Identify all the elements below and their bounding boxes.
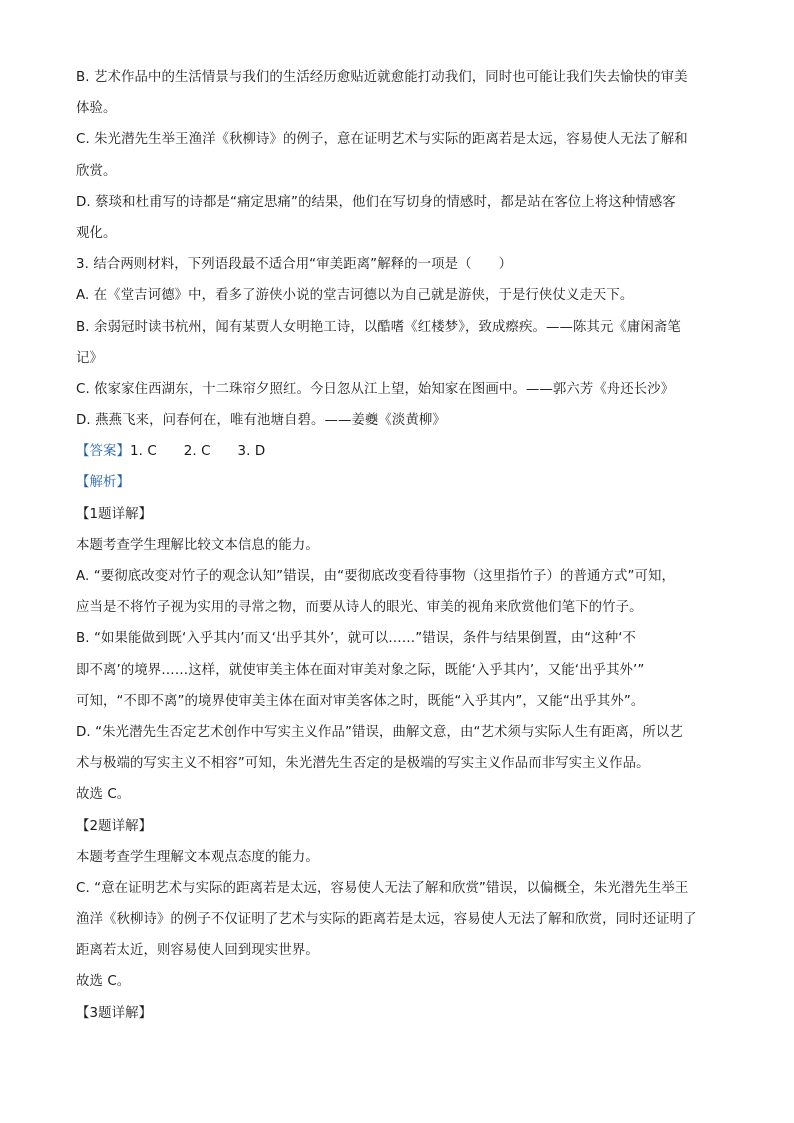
q2-line: 渔洋《秋柳诗》的例子不仅证明了艺术与实际的距离若是太远，容易使人无法了解和欣赏，同时还证明了 — [76, 912, 697, 928]
option-c-line-2: 欣赏。 — [76, 163, 117, 179]
q1-line: B. “如果能做到既‘入乎其内’而又‘出乎其外’，就可以……”错误，条件与结果倒置，由“这种‘不 — [76, 631, 637, 647]
analysis-bracket-close: 】 — [116, 475, 130, 491]
q3-option-b-line-1: B. 余弱冠时读书杭州，闻有某贾人女明艳工诗，以酷嗜《红楼梦》，致成瘵疾。——陈其元《庸闲斋笔 — [76, 319, 681, 335]
analysis-label: 解析 — [89, 475, 117, 491]
option-b-line-2: 体验。 — [76, 101, 117, 117]
q1-line: 即不离’的境界……这样，就使审美主体在面对审美对象之际，既能‘入乎其内’，又能‘出乎其外’” — [76, 662, 645, 678]
q3-option-c: C. 侬家家住西湖东，十二珠帘夕照红。今日忽从江上望，始知家在图画中。——郭六芳《舟还长沙》 — [76, 381, 675, 397]
answer-line — [76, 436, 718, 467]
analysis-bracket-open: 【 — [76, 475, 90, 491]
q2-line: C. “意在证明艺术与实际的距离若是太远，容易使人无法了解和欣赏”错误，以偏概全，朱光潜先生举王 — [76, 880, 689, 896]
option-d-line-2: 观化。 — [76, 225, 117, 241]
q1-line: 应当是不将竹子视为实用的寻常之物，而要从诗人的眼光、审美的视角来欣赏他们笔下的竹子。 — [76, 600, 643, 616]
q3-option-a: A. 在《堂吉诃德》中，看多了游侠小说的堂吉诃德以为自己就是游侠，于是行侠仗义走天下。 — [76, 288, 634, 304]
q1-line: A. “要彻底改变对竹子的观念认知”错误，由“要彻底改变看待事物（这里指竹子）的普通方式”可知， — [76, 569, 675, 584]
q1-line: 本题考查学生理解比较文本信息的能力。 — [76, 537, 319, 553]
q2-conclusion: 故选 C。 — [76, 974, 131, 990]
answer-bracket-close: 】 — [116, 444, 130, 460]
answer-values: 1. C 2. C 3. D — [129, 444, 266, 460]
q2-line: 距离若太近，则容易使人回到现实世界。 — [76, 943, 319, 959]
q3-option-d: D. 燕燕飞来，问春何在，唯有池塘自碧。——姜夔《淡黄柳》 — [76, 413, 446, 429]
q1-line: 术与极端的写实主义不相容”可知，朱光潜先生否定的是极端的写实主义作品而非写实主义作品。 — [76, 756, 650, 772]
q1-conclusion: 故选 C。 — [76, 787, 131, 803]
answer-label: 答案 — [89, 444, 117, 460]
option-b-line-1: B. 艺术作品中的生活情景与我们的生活经历愈贴近就愈能打动我们，同时也可能让我们失去愉快的审美 — [76, 70, 688, 85]
q1-line: D. “朱光潜先生否定艺术创作中写实主义作品”错误，曲解文意，由“艺术须与实际人生有距离，所以艺 — [76, 724, 683, 740]
option-c-line-1: C. 朱光潜先生举王渔洋《秋柳诗》的例子，意在证明艺术与实际的距离若是太远，容易使人无法了解和 — [76, 132, 688, 148]
q3-heading: 【3题详解】 — [76, 1005, 153, 1021]
q2-heading: 【2题详解】 — [76, 818, 153, 834]
question-3-stem: 3. 结合两则材料，下列语段最不适合用“审美距离”解释的一项是（ ） — [76, 257, 513, 273]
q1-heading: 【1题详解】 — [76, 506, 153, 522]
q1-line: 可知，“不即不离”的境界使审美主体在面对审美客体之时，既能“入乎其内”，又能“出乎其外”。 — [76, 693, 645, 709]
answer-bracket-open: 【 — [76, 444, 90, 460]
q2-line: 本题考查学生理解文本观点态度的能力。 — [76, 849, 319, 865]
option-d-line-1: D. 蔡琰和杜甫写的诗都是“痛定思痛”的结果，他们在写切身的情感时，都是站在客位上将这种情感客 — [76, 194, 676, 210]
analysis-heading — [76, 467, 718, 498]
q3-option-b-line-2: 记》 — [76, 350, 103, 366]
